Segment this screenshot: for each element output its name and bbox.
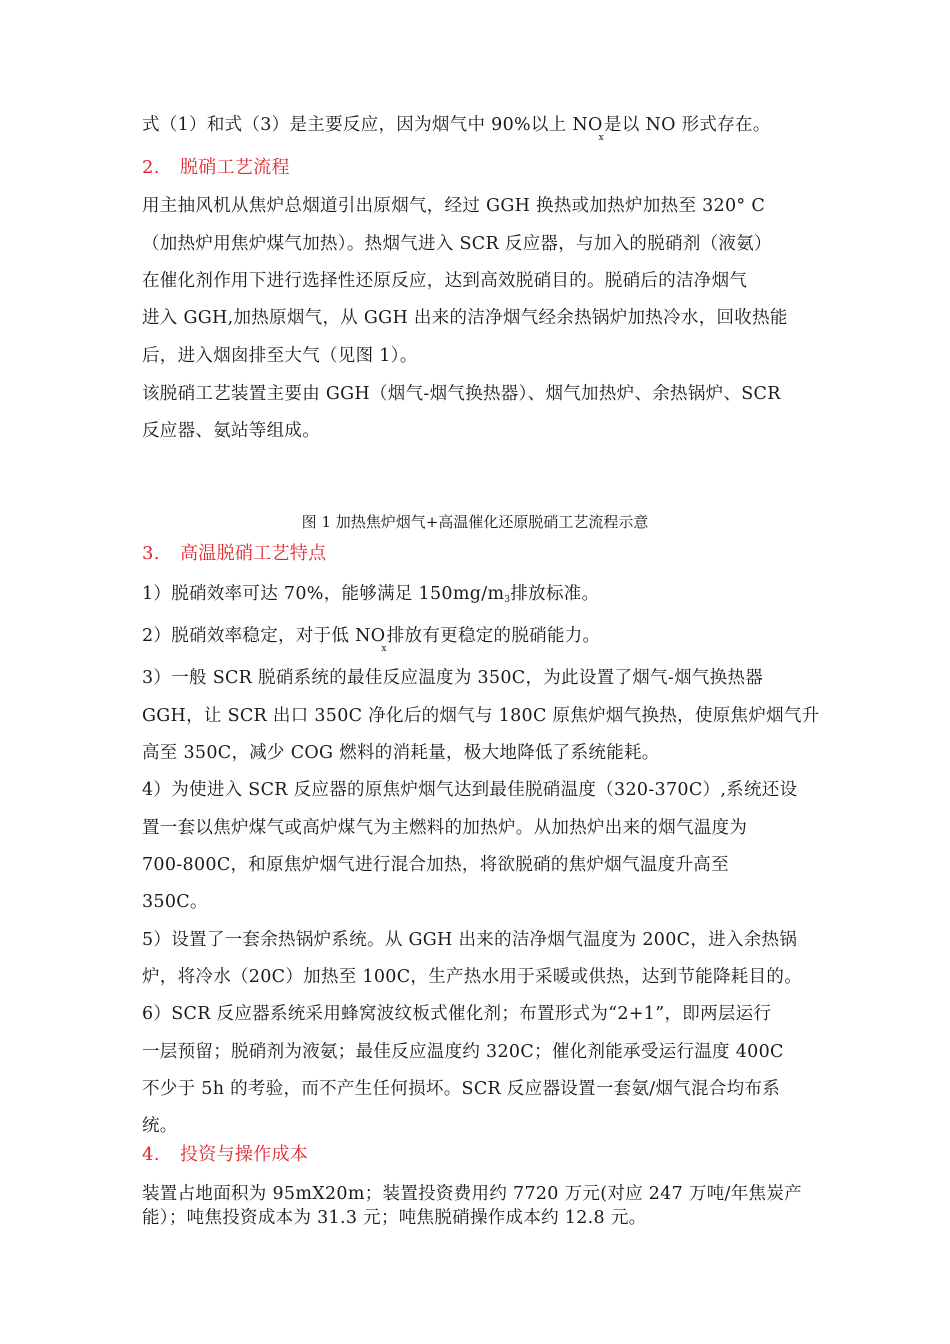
heading-number: 4. (142, 1144, 160, 1165)
subscript: x (381, 644, 387, 654)
subscript: x (598, 133, 605, 143)
paragraph-line: 能）；吨焦投资成本为 31.3 元；吨焦脱硝操作成本约 12.8 元。 (142, 1208, 647, 1228)
paragraph-line: 后，进入烟囱排至大气（见图 1）。 (142, 346, 418, 366)
section-heading-4 (142, 1143, 308, 1167)
section-heading-2 (142, 156, 290, 180)
text-span: 排放有更稳定的脱硝能力。 (386, 626, 601, 646)
paragraph-line: GGH，让 SCR 出口 350C 净化后的烟气与 180C 原焦炉烟气换热，使原焦炉烟气升 (142, 706, 820, 726)
heading-text: 投资与操作成本 (180, 1144, 309, 1165)
paragraph-line: 用主抽风机从焦炉总烟道引出原烟气，经过 GGH 换热或加热炉加热至 320° C (142, 196, 766, 216)
paragraph-line: 一层预留；脱硝剂为液氨；最佳反应温度约 320C；催化剂能承受运行温度 400C (142, 1042, 784, 1062)
paragraph-line: （加热炉用焦炉煤气加热）。热烟气进入 SCR 反应器，与加入的脱硝剂（液氨） (142, 234, 772, 254)
paragraph-line: 350C。 (142, 892, 208, 912)
subscript: 3 (504, 595, 511, 605)
text-span: 2）脱硝效率稳定，对于低 NO (142, 626, 386, 646)
list-item-2 (142, 624, 601, 654)
paragraph-line: 进入 GGH,加热原烟气，从 GGH 出来的洁净烟气经余热锅炉加热冷水，回收热能 (142, 308, 788, 328)
paragraph-line: 在催化剂作用下进行选择性还原反应，达到高效脱硝目的。脱硝后的洁净烟气 (142, 271, 748, 291)
paragraph-line: 该脱硝工艺装置主要由 GGH（烟气-烟气换热器）、烟气加热炉、余热锅炉、SCR (142, 384, 781, 404)
list-item-1 (142, 582, 599, 612)
paragraph-line: 5）设置了一套余热锅炉系统。从 GGH 出来的洁净烟气温度为 200C，进入余热锅 (142, 930, 798, 950)
paragraph-line: 3）一般 SCR 脱硝系统的最佳反应温度为 350C，为此设置了烟气-烟气换热器 (142, 668, 764, 688)
heading-text: 脱硝工艺流程 (180, 157, 290, 178)
heading-number: 3. (142, 543, 160, 564)
text-span: 式（1）和式（3）是主要反应，因为烟气中 90%以上 NO (142, 115, 603, 135)
text-span: 1）脱硝效率可达 70%，能够满足 150mg/m (142, 584, 505, 604)
paragraph-line: 6）SCR 反应器系统采用蜂窝波纹板式催化剂；布置形式为“2+1”，即两层运行 (142, 1004, 772, 1024)
paragraph-line: 统。 (142, 1116, 178, 1136)
section-heading-3 (142, 542, 326, 566)
paragraph-line: 高至 350C，减少 COG 燃料的消耗量，极大地降低了系统能耗。 (142, 743, 660, 763)
paragraph-line: 反应器、氨站等组成。 (142, 421, 320, 441)
paragraph-line: 不少于 5h 的考验，而不产生任何损坏。SCR 反应器设置一套氨/烟气混合均布系 (142, 1079, 781, 1099)
paragraph-line: 置一套以焦炉煤气或高炉煤气为主燃料的加热炉。从加热炉出来的烟气温度为 (142, 818, 748, 838)
text-span: 是以 NO 形式存在。 (604, 115, 771, 135)
paragraph-line: 700-800C，和原焦炉烟气进行混合加热，将欲脱硝的焦炉烟气温度升高至 (142, 855, 729, 875)
figure-caption: 图 1 加热焦炉烟气+高温催化还原脱硝工艺流程示意 (301, 513, 649, 531)
paragraph-line: 4）为使进入 SCR 反应器的原焦炉烟气达到最佳脱硝温度（320-370C）,系统还设 (142, 780, 798, 800)
heading-number: 2. (142, 157, 160, 178)
text-span: 排放标准。 (510, 584, 600, 604)
paragraph-line: 装置占地面积为 95mX20m；装置投资费用约 7720 万元(对应 247 万吨/年焦炭产 (142, 1184, 802, 1204)
paragraph-reaction-note (142, 113, 771, 143)
heading-text: 高温脱硝工艺特点 (180, 543, 327, 564)
paragraph-line: 炉，将冷水（20C）加热至 100C，生产热水用于采暖或供热，达到节能降耗目的。 (142, 967, 803, 987)
